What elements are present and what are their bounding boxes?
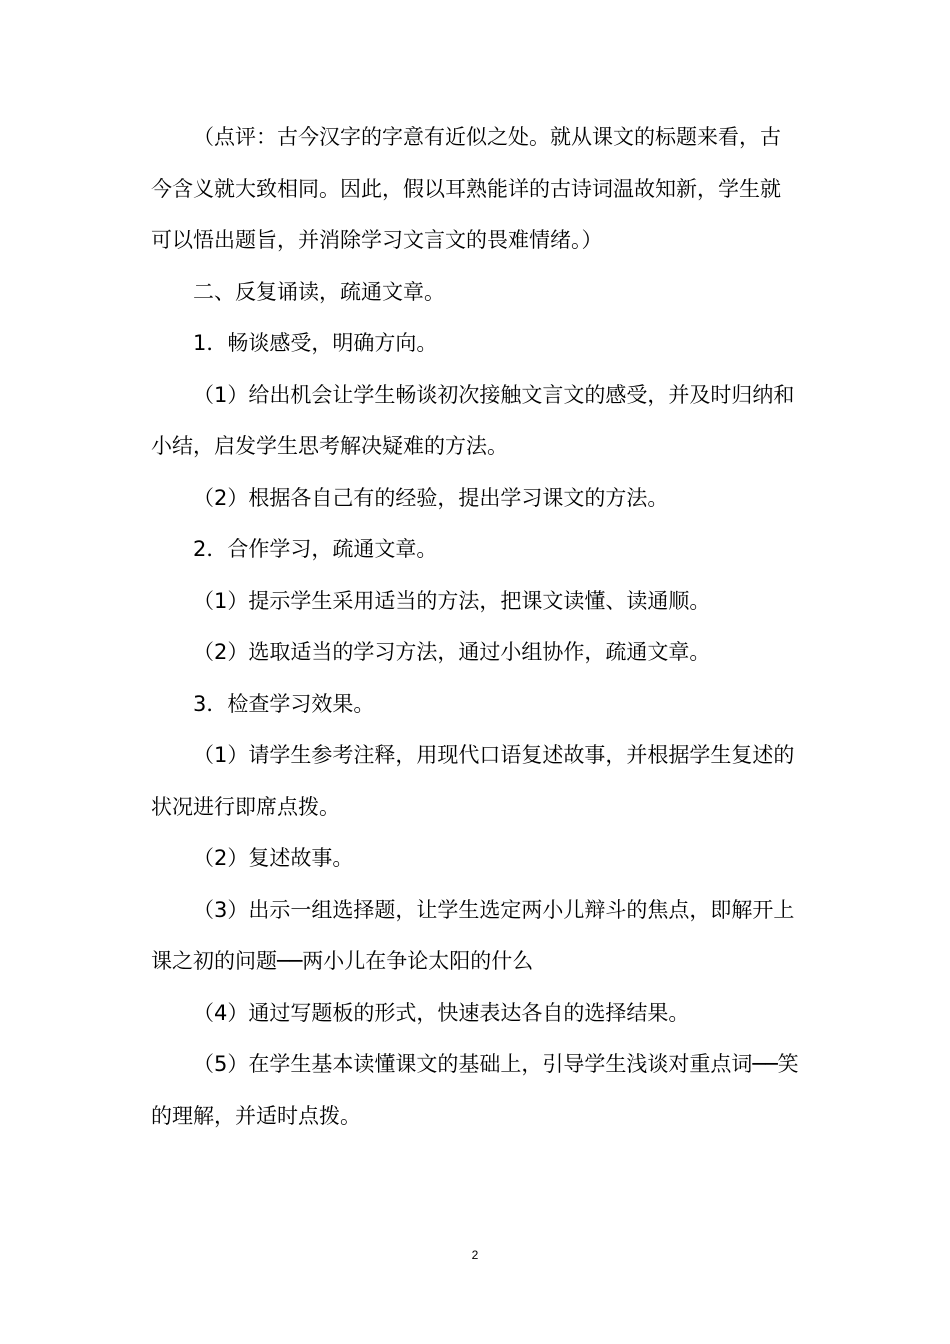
step-heading-2: 2．合作学习，疏通文章。 (193, 537, 438, 561)
section-heading-2: 二、反复诵读，疏通文章。 (193, 279, 445, 304)
paragraph-3-5: （5）在学生基本读懂课文的基础上，引导学生浅谈对重点词──笑的理解，并适时点拨。 (151, 1052, 799, 1128)
paragraph-3-3: （3）出示一组选择题，让学生选定两小儿辩斗的焦点，即解开上课之初的问题──两小儿在争论太阳的什么 (151, 897, 795, 973)
paragraph-1-1: （1）给出机会让学生畅谈初次接触文言文的感受，并及时归纳和小结，启发学生思考解决疑难的方法。 (151, 382, 795, 458)
paragraph-3-2: （2）复述故事。 (193, 846, 354, 870)
document-body (151, 112, 801, 1142)
paragraph-comment: （点评：古今汉字的字意有近似之处。就从课文的标题来看，古今含义就大致相同。因此，假以耳熟能详的古诗词温故知新，学生就可以悟出题旨，并消除学习文言文的畏难情绪。） (151, 125, 781, 252)
paragraph-2-2: （2）选取适当的学习方法，通过小组协作，疏通文章。 (193, 640, 711, 664)
step-heading-3: 3．检查学习效果。 (193, 691, 375, 716)
step-heading-1: 1．畅谈感受，明确方向。 (193, 331, 438, 355)
paragraph-1-2: （2）根据各自己有的经验，提出学习课文的方法。 (193, 485, 669, 510)
page-number: 2 (471, 1248, 479, 1262)
paragraph-3-4: （4）通过写题板的形式，快速表达各自的选择结果。 (193, 1000, 690, 1025)
paragraph-3-1: （1）请学生参考注释，用现代口语复述故事，并根据学生复述的状况进行即席点拨。 (151, 743, 795, 819)
paragraph-2-1: （1）提示学生采用适当的方法，把课文读懂、读通顺。 (193, 588, 711, 613)
